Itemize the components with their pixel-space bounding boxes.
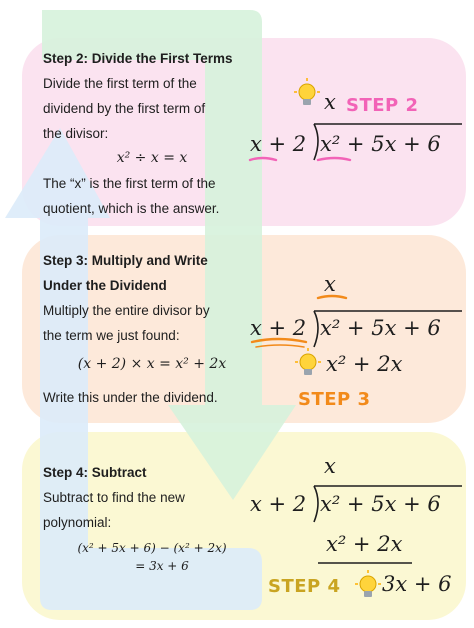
step3-line-1: Multiply the entire divisor by (43, 303, 210, 318)
step2-line-3: the divisor: (43, 126, 109, 141)
step3-line-2: the term we just found: (43, 328, 180, 343)
step4-line-2: polynomial: (43, 515, 112, 530)
lightbulb-icon (295, 348, 321, 375)
step4-quotient: x (324, 454, 336, 478)
step2-divisor: x + 2 (250, 132, 307, 156)
step4-line-1: Subtract to find the new (43, 490, 185, 505)
step2-sticker: STEP 2 (346, 95, 419, 116)
step2-division-bracket (314, 124, 318, 160)
step4-dividend: x² + 5x + 6 (320, 492, 441, 516)
step2-pink-underline-dividend (318, 158, 350, 160)
step3-quotient: x (324, 272, 336, 296)
step2-dividend: x² + 5x + 6 (320, 132, 441, 156)
step3-sticker: STEP 3 (298, 389, 371, 410)
step2-line-2: dividend by the first term of (43, 101, 206, 116)
step4-formula-2: = 3x + 6 (135, 559, 189, 573)
step3-tail: Write this under the dividend. (43, 390, 218, 405)
step3-orange-underline-quotient (318, 296, 346, 298)
step3-division-bracket (314, 311, 318, 347)
step3-dividend: x² + 5x + 6 (320, 316, 441, 340)
step2-tail-2: quotient, which is the answer. (43, 201, 220, 216)
step4-product: x² + 2x (326, 532, 403, 556)
step2-pink-underline-divisor (250, 158, 276, 160)
step4-remainder: 3x + 6 (382, 572, 452, 596)
step3-divisor: x + 2 (250, 316, 307, 340)
step2-tail-1: The “x” is the first term of the (43, 176, 216, 191)
lightbulb-icon (355, 570, 381, 597)
step3-product: x² + 2x (326, 352, 403, 376)
step2-formula: x² ÷ x = x (116, 150, 188, 166)
step3-heading-2: Under the Dividend (43, 278, 167, 293)
step2-quotient: x (324, 90, 336, 114)
step2-heading: Step 2: Divide the First Terms (43, 51, 233, 66)
step2-line-1: Divide the first term of the (43, 76, 197, 91)
step4-sticker: STEP 4 (268, 576, 341, 597)
step3-formula: (x + 2) × x = x² + 2x (77, 356, 227, 372)
lightbulb-icon (294, 78, 320, 105)
step4-formula-1: (x² + 5x + 6) − (x² + 2x) (77, 541, 227, 555)
step4-division-bracket (314, 486, 318, 522)
step4-heading: Step 4: Subtract (43, 465, 147, 480)
step4-divisor: x + 2 (250, 492, 307, 516)
step3-heading-1: Step 3: Multiply and Write (43, 253, 208, 268)
